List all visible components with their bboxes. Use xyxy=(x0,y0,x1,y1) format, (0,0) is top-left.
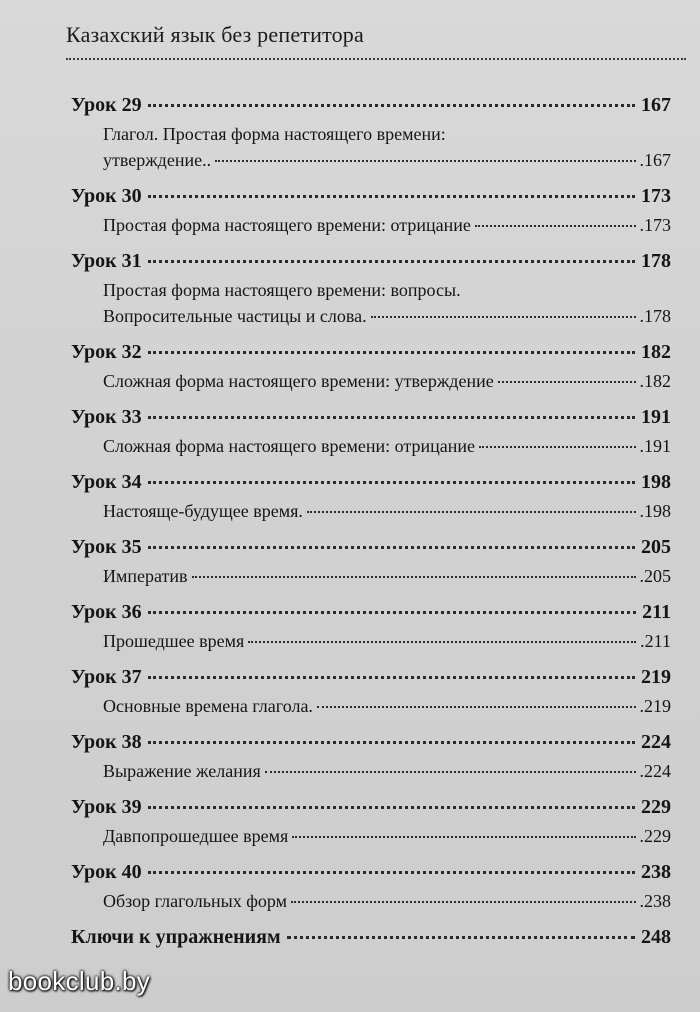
subentry-row xyxy=(103,563,671,589)
subentry-text: Простая форма настоящего времени: вопросы. xyxy=(103,280,461,300)
subentry-row xyxy=(103,823,671,849)
subentry-text: Обзор глагольных форм xyxy=(103,891,287,911)
lesson-title: Урок 38 xyxy=(71,731,142,753)
dot-leader xyxy=(148,611,636,614)
toc-subentry[interactable] xyxy=(71,277,671,329)
subentry-text: Выражение желания xyxy=(103,761,261,781)
subentry-text: Сложная форма настоящего времени: отрицание xyxy=(103,436,475,456)
dot-leader xyxy=(148,104,635,107)
dot-leader xyxy=(248,641,636,643)
dot-leader xyxy=(317,706,636,708)
lesson-title: Урок 34 xyxy=(71,471,142,493)
toc-subentry[interactable] xyxy=(71,121,671,173)
subentry-row xyxy=(103,693,671,719)
dot-leader xyxy=(148,741,635,744)
subentry-row xyxy=(103,888,671,914)
lesson-page-number: 198 xyxy=(641,471,671,493)
toc-lesson-row[interactable] xyxy=(71,181,671,212)
subentry-text: Прошедшее время xyxy=(103,631,245,651)
subentry-page-number: .238 xyxy=(639,891,671,911)
lesson-title: Урок 37 xyxy=(71,666,142,688)
toc-entry xyxy=(71,181,671,238)
toc-entry xyxy=(71,467,671,524)
toc-subentry[interactable] xyxy=(71,498,671,524)
subentry-page-number: .173 xyxy=(639,215,671,235)
lesson-page-number: 205 xyxy=(641,536,671,558)
subentry-text: утверждение.. xyxy=(103,150,212,170)
lesson-title: Урок 40 xyxy=(71,861,142,883)
toc-entry xyxy=(71,246,671,329)
lesson-page-number: 229 xyxy=(641,796,671,818)
lesson-page-number: 182 xyxy=(641,341,671,363)
toc-entry xyxy=(71,857,671,914)
subentry-text: Глагол. Простая форма настоящего времени: xyxy=(103,124,446,144)
dot-leader xyxy=(498,381,636,383)
subentry-row xyxy=(103,368,671,394)
toc-final-row[interactable] xyxy=(71,922,671,953)
subentry-text: Основные времена глагола. xyxy=(103,696,313,716)
final-entry-title: Ключи к упражнениям xyxy=(71,926,281,948)
lesson-title: Урок 32 xyxy=(71,341,142,363)
subentry-page-number: .191 xyxy=(639,436,671,456)
lesson-page-number: 224 xyxy=(641,731,671,753)
dot-leader xyxy=(265,771,636,773)
subentry-row xyxy=(103,758,671,784)
dot-leader xyxy=(148,416,635,419)
subentry-page-number: .178 xyxy=(639,306,671,326)
subentry-text: Сложная форма настоящего времени: утверждение xyxy=(103,371,494,391)
toc-lesson-row[interactable] xyxy=(71,857,671,888)
toc-lesson-row[interactable] xyxy=(71,402,671,433)
lesson-title: Урок 39 xyxy=(71,796,142,818)
toc-lesson-row[interactable] xyxy=(71,792,671,823)
subentry-row xyxy=(103,147,671,173)
dot-leader xyxy=(287,936,635,939)
subentry-page-number: .211 xyxy=(640,631,671,651)
lesson-page-number: 173 xyxy=(641,185,671,207)
dot-leader xyxy=(307,511,636,513)
toc-subentry[interactable] xyxy=(71,563,671,589)
subentry-row xyxy=(103,628,671,654)
lesson-page-number: 178 xyxy=(641,250,671,272)
lesson-title: Урок 35 xyxy=(71,536,142,558)
dot-leader xyxy=(291,901,636,903)
lesson-title: Урок 36 xyxy=(71,601,142,623)
subentry-page-number: .167 xyxy=(639,150,671,170)
toc-entry xyxy=(71,532,671,589)
toc-entry xyxy=(71,792,671,849)
dot-leader xyxy=(192,576,636,578)
toc-subentry[interactable] xyxy=(71,823,671,849)
toc-lesson-row[interactable] xyxy=(71,597,671,628)
dot-leader xyxy=(475,225,636,227)
lesson-page-number: 238 xyxy=(641,861,671,883)
toc-lesson-row[interactable] xyxy=(71,246,671,277)
toc-entry xyxy=(71,337,671,394)
toc-entry xyxy=(71,727,671,784)
toc-subentry[interactable] xyxy=(71,368,671,394)
toc-subentry[interactable] xyxy=(71,888,671,914)
header-dotted-rule xyxy=(66,58,686,60)
subentry-text: Вопросительные частицы и слова. xyxy=(103,306,367,326)
dot-leader xyxy=(148,351,635,354)
subentry-page-number: .182 xyxy=(639,371,671,391)
subentry-text: Простая форма настоящего времени: отрицание xyxy=(103,215,471,235)
lesson-title: Урок 29 xyxy=(71,94,142,116)
toc-subentry[interactable] xyxy=(71,758,671,784)
toc-lesson-row[interactable] xyxy=(71,662,671,693)
dot-leader xyxy=(148,871,635,874)
toc-lesson-row[interactable] xyxy=(71,90,671,121)
lesson-page-number: 191 xyxy=(641,406,671,428)
subentry-page-number: .198 xyxy=(639,501,671,521)
subentry-row xyxy=(103,433,671,459)
toc-lesson-row[interactable] xyxy=(71,727,671,758)
table-of-contents xyxy=(71,90,671,953)
subentry-text: Императив xyxy=(103,566,188,586)
toc-lesson-row[interactable] xyxy=(71,337,671,368)
lesson-page-number: 219 xyxy=(641,666,671,688)
dot-leader xyxy=(148,546,635,549)
subentry-row xyxy=(103,498,671,524)
dot-leader xyxy=(479,446,636,448)
toc-subentry[interactable] xyxy=(71,628,671,654)
lesson-title: Урок 31 xyxy=(71,250,142,272)
subentry-page-number: .219 xyxy=(639,696,671,716)
subentry-page-number: .205 xyxy=(639,566,671,586)
lesson-title: Урок 30 xyxy=(71,185,142,207)
lesson-page-number: 211 xyxy=(642,601,671,623)
dot-leader xyxy=(148,260,635,263)
toc-entry xyxy=(71,402,671,459)
subentry-row xyxy=(103,303,671,329)
running-head-title: Казахский язык без репетитора xyxy=(66,22,364,47)
toc-subentry[interactable] xyxy=(71,693,671,719)
toc-entry xyxy=(71,662,671,719)
subentry-text: Давпопрошедшее время xyxy=(103,826,289,846)
lesson-page-number: 167 xyxy=(641,94,671,116)
subentry-row xyxy=(103,212,671,238)
dot-leader xyxy=(371,316,636,318)
dot-leader xyxy=(292,836,635,838)
toc-entry xyxy=(71,597,671,654)
toc-subentry[interactable] xyxy=(71,433,671,459)
lesson-title: Урок 33 xyxy=(71,406,142,428)
toc-lesson-row[interactable] xyxy=(71,532,671,563)
dot-leader xyxy=(148,676,635,679)
toc-lesson-row[interactable] xyxy=(71,467,671,498)
dot-leader xyxy=(148,481,635,484)
subentry-page-number: .229 xyxy=(639,826,671,846)
subentry-text: Настояще-будущее время. xyxy=(103,501,303,521)
dot-leader xyxy=(215,160,635,162)
dot-leader xyxy=(148,806,635,809)
final-entry-page-number: 248 xyxy=(641,926,671,948)
toc-subentry[interactable] xyxy=(71,212,671,238)
dot-leader xyxy=(148,195,635,198)
subentry-page-number: .224 xyxy=(639,761,671,781)
toc-entry xyxy=(71,90,671,173)
watermark-logo: bookclub.by xyxy=(8,966,151,996)
